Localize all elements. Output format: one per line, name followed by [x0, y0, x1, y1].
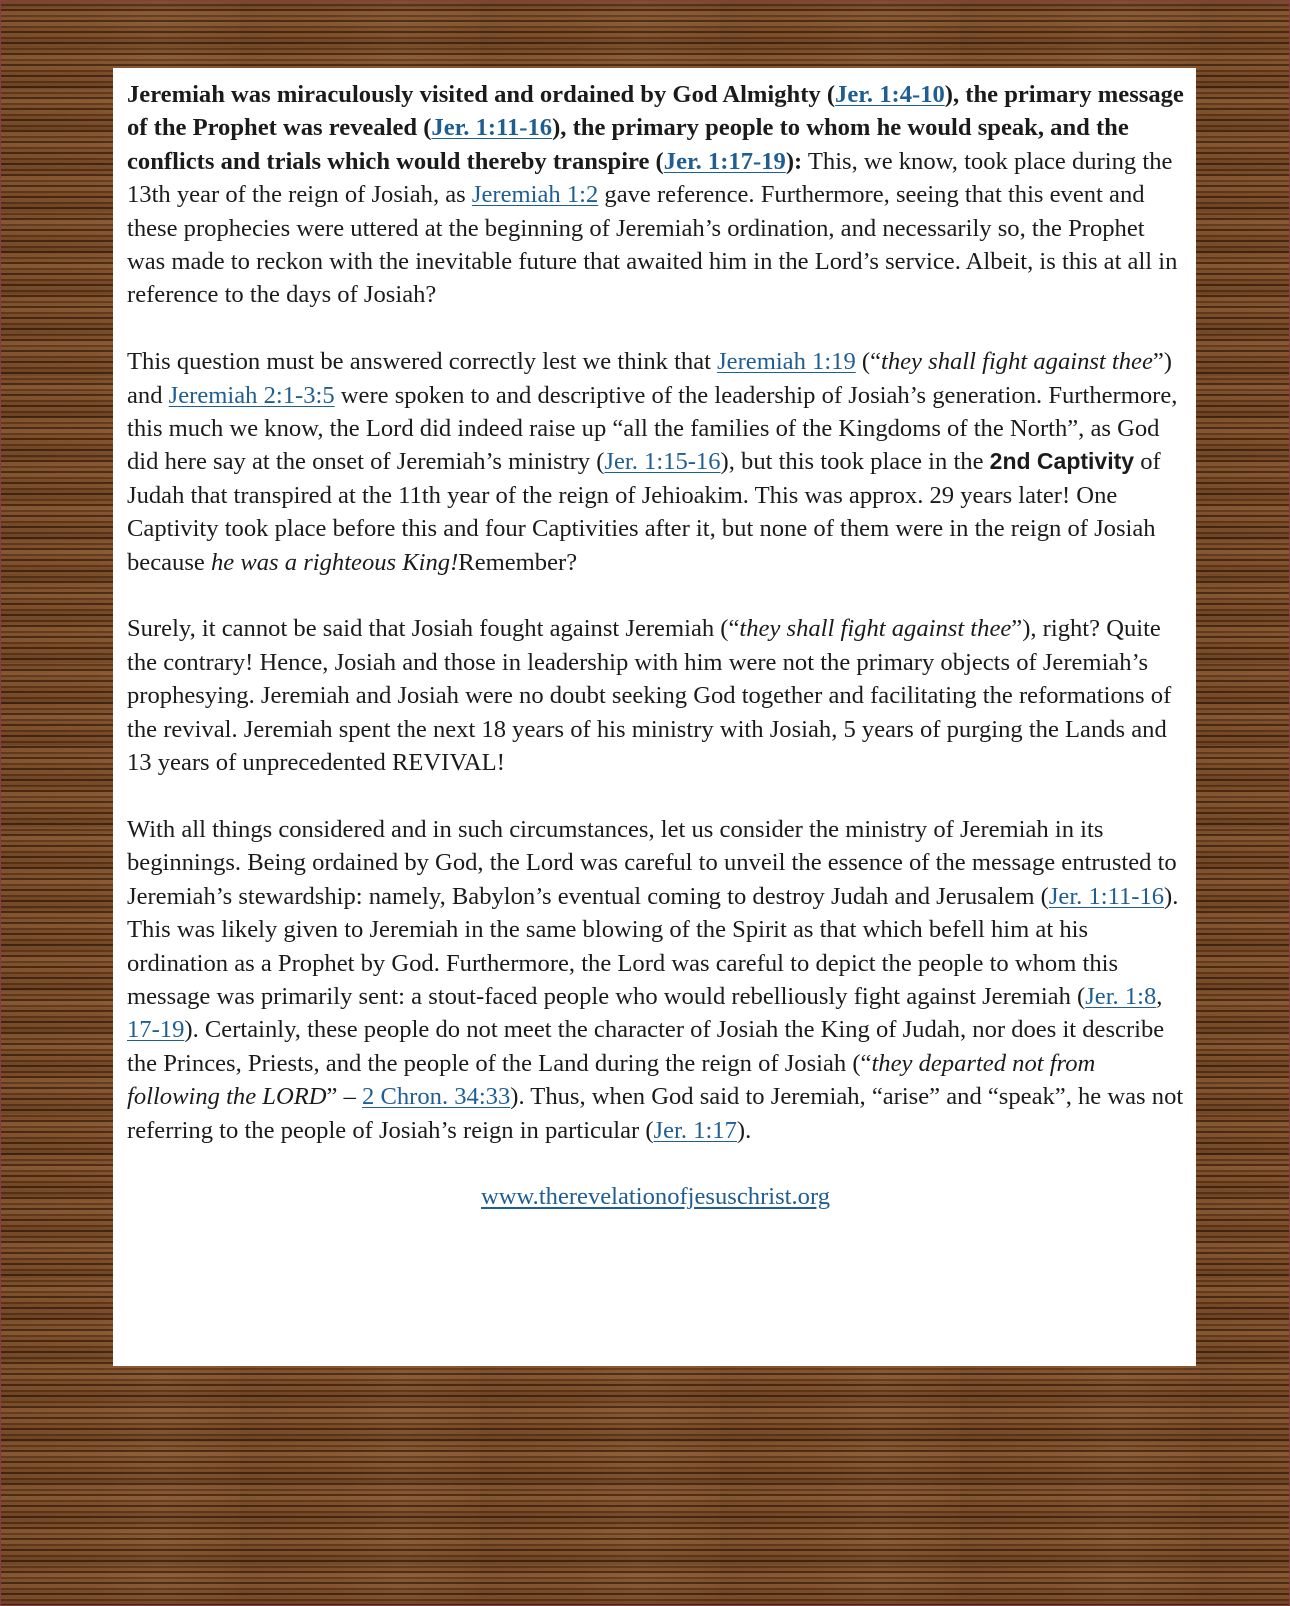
link-jer-1-11-16-b[interactable]: Jer. 1:11-16	[1048, 882, 1165, 910]
paragraph-2	[127, 345, 1184, 579]
p4-text-d: ). Certainly, these people do not meet the character of Josiah the King of Judah, nor does it describe the Princes, Priests, and the people of the Land during the reign of Josiah (“	[127, 1016, 1165, 1077]
p4-text-e: ” –	[326, 1083, 363, 1111]
paragraph-3	[127, 612, 1184, 779]
link-jeremiah-2-1-3-5[interactable]: Jeremiah 2:1-3:5	[168, 381, 335, 409]
p3-text-a: Surely, it cannot be said that Josiah fought against Jeremiah (“	[127, 615, 740, 643]
p2-text-c: ”) and	[127, 348, 1172, 409]
p1-text-b: gave reference. Furthermore, seeing that this event and these prophecies were uttered at the beginning of Jeremiah’s ordination, and necessarily so, the Prophet was made to reckon with the inevitable future that awaited him in the Lord’s service. Albeit, is this at all in reference to the days of Josiah?	[127, 181, 1178, 309]
p3-text-b: ”), right? Quite the contrary! Hence, Josiah and those in leadership with him were not the primary objects of Jeremiah’s prophesying. Jeremiah and Josiah were no doubt seeking God together and facilitating the reformations of the revival. Jeremiah spent the next 18 years of his ministry with Josiah, 5 years of purging the Lands and 13 years of unprecedented REVIVAL!	[127, 615, 1172, 777]
p1-bold-c: ), the primary people to whom he would speak, and the conflicts and trials which would thereby transpire (	[127, 114, 1129, 175]
p2-text-d: were spoken to and descriptive of the leadership of Josiah’s generation. Furthermore, this much we know, the Lord did indeed raise up “all the families of the Kingdoms of the North”, as God did here say at the onset of Jeremiah’s ministry (	[127, 381, 1178, 476]
p2-italic-b: he was a righteous King!	[210, 548, 459, 576]
p4-text-a: With all things considered and in such circumstances, let us consider the ministry of Jeremiah in its beginnings. Being ordained by God, the Lord was careful to unveil the essence of the message entrusted to Jeremiah’s stewardship: namely, Babylon’s eventual coming to destroy Judah and Jerusalem (	[127, 815, 1177, 910]
paragraph-1	[127, 78, 1184, 312]
p2-bold-a: 2nd Captivity	[989, 448, 1135, 475]
document-page	[113, 68, 1196, 1366]
link-jeremiah-1-2[interactable]: Jeremiah 1:2	[471, 181, 599, 209]
link-jer-1-11-16[interactable]: Jer. 1:11-16	[431, 114, 553, 142]
p2-text-e: ), but this took place in the	[720, 448, 990, 476]
p4-italic-a: they departed not from following the LORD	[127, 1049, 1096, 1111]
link-jer-1-17-19[interactable]: Jer. 1:17-19	[663, 147, 786, 175]
website-link[interactable]: www.therevelationofjesuschrist.org	[480, 1183, 830, 1211]
paragraph-4	[127, 813, 1184, 1147]
p2-text-g: Remember?	[458, 548, 578, 576]
footer	[127, 1180, 1184, 1213]
p2-text-f: of Judah that transpired at the 11th year of the reign of Jehioakim. This was approx. 29 years later! One Captivity took place before this and four Captivities after it, but none of them were in the reign of Josiah because	[127, 448, 1161, 576]
p2-italic-a: they shall fight against thee	[881, 348, 1153, 376]
p1-text-a: This, we know, took place during the 13th year of the reign of Josiah, as	[127, 147, 1173, 209]
link-jeremiah-1-19[interactable]: Jeremiah 1:19	[717, 348, 856, 376]
link-jer-1-8[interactable]: Jer. 1:8	[1085, 982, 1157, 1010]
p2-text-a: This question must be answered correctly lest we think that	[127, 348, 718, 376]
p1-bold-b: ), the primary message of the Prophet was revealed (	[127, 81, 1184, 142]
p3-italic-a: they shall fight against thee	[739, 615, 1012, 643]
link-jer-1-4-10[interactable]: Jer. 1:4-10	[835, 81, 945, 108]
p1-bold-d: ):	[785, 147, 803, 175]
p4-text-c: ,	[1156, 982, 1163, 1010]
link-2-chron-34-33[interactable]: 2 Chron. 34:33	[362, 1083, 511, 1111]
p4-text-b: ). This was likely given to Jeremiah in the same blowing of the Spirit as that which befell him at his ordination as a Prophet by God. Furthermore, the Lord was careful to depict the people to whom this message was primarily sent: a stout-faced people who would rebelliously fight against Jeremiah (	[127, 882, 1179, 1010]
p1-bold-a: Jeremiah was miraculously visited and ordained by God Almighty (	[127, 81, 836, 108]
p4-text-g: ).	[736, 1116, 752, 1144]
p4-text-f: ). Thus, when God said to Jeremiah, “arise” and “speak”, he was not referring to the people of Josiah’s reign in particular (	[127, 1083, 1184, 1144]
link-17-19[interactable]: 17-19	[127, 1016, 185, 1044]
link-jer-1-15-16[interactable]: Jer. 1:15-16	[604, 448, 721, 476]
link-jer-1-17[interactable]: Jer. 1:17	[653, 1116, 737, 1144]
p2-text-b: (“	[855, 348, 882, 376]
